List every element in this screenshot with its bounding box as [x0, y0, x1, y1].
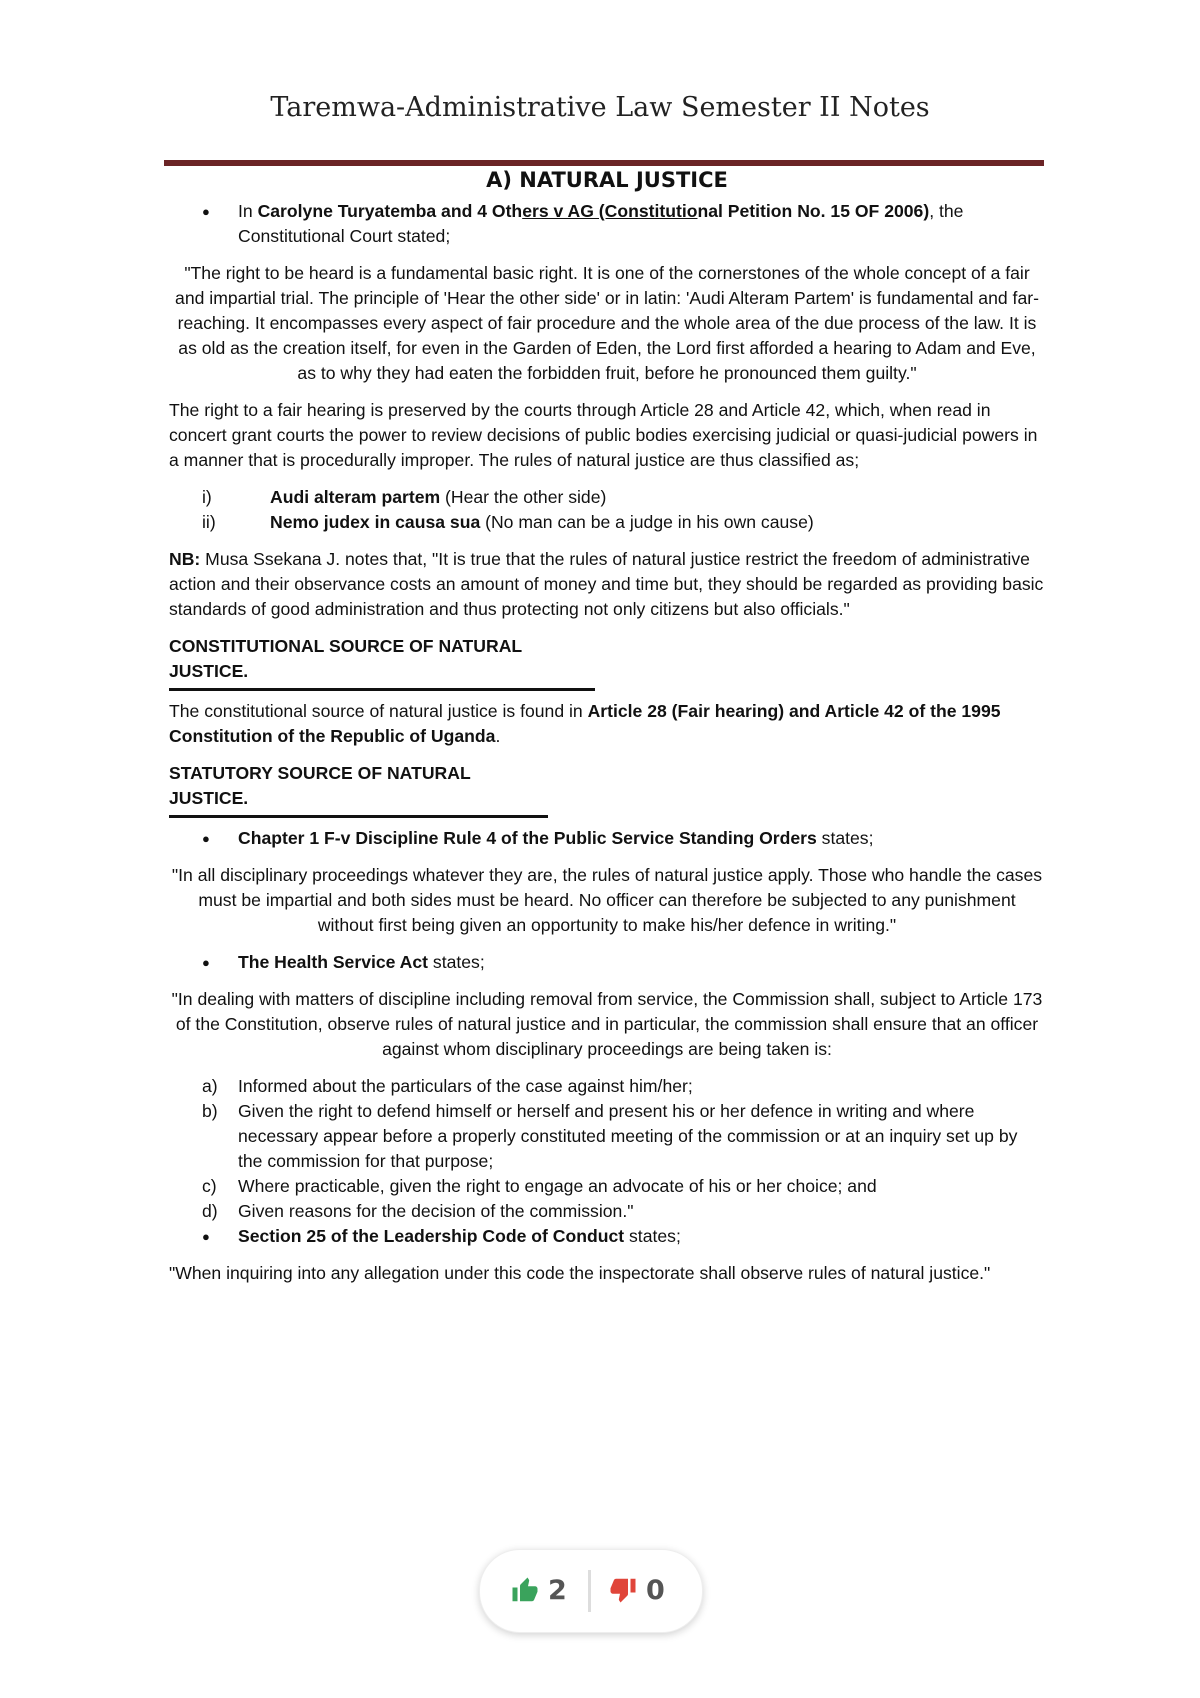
list-item-letter: d) — [202, 1201, 218, 1221]
list-item — [169, 485, 1045, 510]
statute-bullet-health-service — [169, 950, 1045, 975]
vote-divider — [588, 1570, 591, 1612]
list-item-text: Given reasons for the decision of the commission." — [238, 1201, 634, 1221]
statute-suffix: states; — [428, 952, 485, 972]
list-item-number: ii) — [202, 512, 216, 532]
constitutional-pre: The constitutional source of natural justice is found in — [169, 701, 588, 721]
case-name-part: nal Petition No. 15 OF 2006) — [697, 201, 930, 221]
list-item-number: i) — [202, 487, 212, 507]
list-item-text: Informed about the particulars of the case against him/her; — [238, 1076, 693, 1096]
rule-meaning: (No man can be a judge in his own cause) — [480, 512, 814, 532]
rule-name: Nemo judex in causa sua — [270, 512, 481, 532]
intro-post: , the Constitutional Court stated; — [238, 201, 964, 246]
document-body — [169, 168, 1045, 1298]
quote-leadership-code: "When inquiring into any allegation under this code the inspectorate shall observe rules of natural justice." — [169, 1263, 991, 1283]
constitutional-post: . — [495, 726, 501, 746]
case-name-underlined: ers v AG (Constitutio — [522, 201, 698, 221]
header-divider — [164, 160, 1044, 166]
statute-name: The Health Service Act — [238, 952, 429, 972]
rule-meaning: (Hear the other side) — [440, 487, 607, 507]
statute-suffix: states; — [624, 1226, 681, 1246]
statute-name: Section 25 of the Leadership Code of Conduct — [238, 1226, 625, 1246]
heading-underline — [169, 815, 548, 818]
nb-paragraph — [169, 547, 1045, 622]
list-item-letter: a) — [202, 1076, 218, 1096]
list-item — [169, 510, 1045, 535]
case-name-part: Carolyne Turyatemba and 4 Oth — [257, 201, 523, 221]
constitutional-article: Article 28 (Fair hearing) and Article 42 of the 1995 Constitution of the Republic of Uganda — [169, 701, 1001, 746]
quote-right-to-be-heard: "The right to be heard is a fundamental basic right. It is one of the cornerstones of the whole concept of a fair and impartial trial. The principle of 'Hear the other side' or in latin: 'Audi Alteram Partem' is fundamental and far-reaching. It encompasses every aspect of fair procedure and the whole area of the due process of the law. It is as old as the creation itself, for even in the Garden of Eden, the Lord first afforded a hearing to Adam and Eve, as to why they had eaten the forbidden fruit, before he pronounced them guilty." — [175, 263, 1039, 383]
upvote-button[interactable] — [510, 1570, 567, 1610]
constitutional-heading-block — [169, 634, 595, 691]
statutory-heading: STATUTORY SOURCE OF NATURAL JUSTICE. — [169, 763, 471, 808]
upvote-count: 2 — [548, 1574, 567, 1606]
downvote-button[interactable] — [608, 1570, 665, 1610]
list-item — [169, 1099, 1045, 1174]
intro-pre: In — [238, 201, 258, 221]
statute-name: Chapter 1 F-v Discipline Rule 4 of the Public Service Standing Orders — [238, 828, 817, 848]
downvote-count: 0 — [646, 1574, 665, 1606]
nb-text: Musa Ssekana J. notes that, "It is true that the rules of natural justice restrict the freedom of administrative action and their observance costs an amount of money and time but, they should be regarded as providing basic standards of good administration and thus protecting not only citizens but also officials." — [169, 549, 1044, 619]
list-item-letter: b) — [202, 1101, 218, 1121]
list-item — [169, 1074, 1045, 1099]
list-item — [169, 1199, 1045, 1224]
constitutional-paragraph — [169, 699, 1045, 749]
quote-standing-orders: "In all disciplinary proceedings whatever they are, the rules of natural justice apply. Those who handle the cases must be impartial and both sides must be heard. No officer can therefore be subjected to any punishment without first being given an opportunity to make his/her defence in writing." — [171, 865, 1043, 935]
rules-list — [169, 485, 1045, 535]
discipline-rights-list — [169, 1074, 1045, 1224]
intro-bullet — [169, 199, 1045, 249]
statute-bullet-leadership-code — [169, 1224, 1045, 1249]
list-item — [169, 1174, 1045, 1199]
heading-underline — [169, 688, 595, 691]
page-header-title: Taremwa-Administrative Law Semester II Notes — [270, 92, 930, 123]
nb-label: NB: — [169, 549, 201, 569]
vote-widget — [479, 1549, 703, 1633]
thumbs-up-icon — [510, 1575, 540, 1605]
list-item-text: Given the right to defend himself or herself and present his or her defence in writing and where necessary appear before a properly constituted meeting of the commission or at an inquiry set up by the commission for that purpose; — [238, 1101, 1018, 1171]
statute-suffix: states; — [816, 828, 874, 848]
paragraph-fair-hearing: The right to a fair hearing is preserved by the courts through Article 28 and Article 42, which, when read in concert grant courts the power to review decisions of public bodies exercising judicial or quasi-judicial powers in a manner that is procedurally improper. The rules of natural justice are thus classified as; — [169, 400, 1038, 470]
thumbs-down-icon — [608, 1575, 638, 1605]
list-item-text: Where practicable, given the right to engage an advocate of his or her choice; and — [238, 1176, 877, 1196]
statute-bullet-standing-orders — [169, 826, 1045, 851]
statutory-heading-block — [169, 761, 548, 818]
list-item-letter: c) — [202, 1176, 217, 1196]
constitutional-heading: CONSTITUTIONAL SOURCE OF NATURAL JUSTICE. — [169, 636, 522, 681]
section-heading: A) NATURAL JUSTICE — [486, 168, 728, 192]
rule-name: Audi alteram partem — [270, 487, 441, 507]
quote-health-service: "In dealing with matters of discipline including removal from service, the Commission shall, subject to Article 173 of the Constitution, observe rules of natural justice and in particular, the commission shall ensure that an officer against whom disciplinary proceedings are being taken is: — [171, 989, 1043, 1059]
